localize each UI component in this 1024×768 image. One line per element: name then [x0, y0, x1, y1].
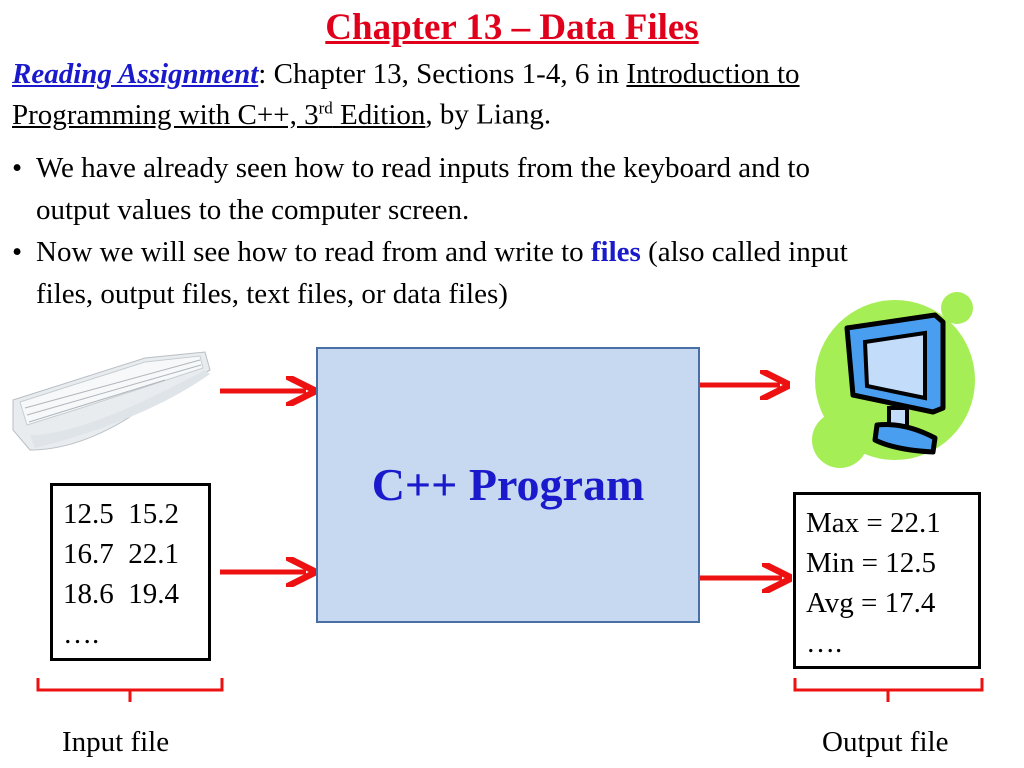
input-file-box — [50, 483, 211, 661]
reading-assignment-label: Reading Assignment — [12, 58, 259, 90]
output-line: Max = 22.1 — [806, 507, 941, 539]
input-line: 16.7 22.1 — [63, 538, 179, 570]
input-line: 18.6 19.4 — [63, 578, 179, 610]
input-line: …. — [63, 618, 100, 650]
bullet-1-cont: output values to the computer screen. — [36, 194, 470, 226]
output-file-label: Output file — [822, 726, 949, 758]
book-title-part1: Introduction to — [626, 58, 800, 90]
output-file-bracket — [795, 678, 982, 702]
output-file-box — [793, 492, 981, 669]
slide-title: Chapter 13 – Data Files — [325, 7, 699, 48]
book-title-part2: Programming with C++, 3rd Edition — [12, 98, 426, 131]
reading-author: , by Liang. — [425, 98, 552, 131]
output-line: Avg = 17.4 — [806, 587, 936, 619]
output-line: Min = 12.5 — [806, 547, 936, 579]
input-file-bracket — [38, 678, 222, 702]
input-line: 12.5 15.2 — [63, 498, 179, 530]
reading-text: : Chapter 13, Sections 1-4, 6 in — [258, 58, 627, 90]
output-line: …. — [806, 627, 843, 659]
bullet-2: • Now we will see how to read from and write to files (also called input — [12, 236, 848, 268]
bullet-2-cont: files, output files, text files, or data files) — [36, 278, 508, 310]
bullet-1: • We have already seen how to read inputs from the keyboard and to — [12, 152, 810, 184]
program-label: C++ Program — [371, 459, 645, 510]
input-file-label: Input file — [62, 726, 170, 758]
